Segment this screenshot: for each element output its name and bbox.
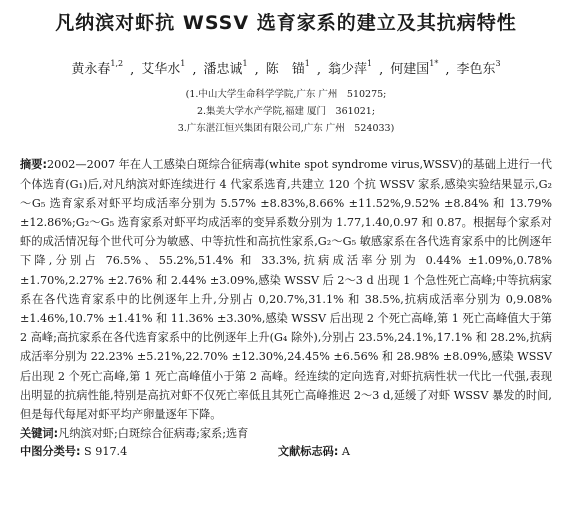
author-name [203,59,248,78]
affiliation-2: 2.集美大学水产学院,福建 厦门 361021; [196,106,376,118]
clc-value: S 917.4 [83,445,128,459]
author-name-text: 陈 锚 [265,62,305,78]
affiliation-3: 3.广东湛江恒兴集团有限公司,广东 广州 524033) [177,123,395,135]
author-name [141,59,186,78]
abstract-label: 摘要: [20,158,47,172]
author-name [456,59,501,78]
abstract [20,155,552,424]
clc [20,443,127,461]
author-name-text: 潘忠诚 [203,62,243,78]
author-affiliation-marker: 1 [180,59,186,68]
affiliation-1: (1.中山大学生命科学学院,广东 广州 510275; [185,89,387,101]
author-name-text: 艾华水 [141,62,181,78]
author-name-text: 何建国 [390,62,430,78]
affiliations [20,86,552,137]
author-list: 黄永春$^{1,2}$ , 艾华水$^1$ , 潘忠诚$^1$ , 陈 锚$^1$ , 翁少萍$^1$ , 何建国$^{1*}$ , 李色东$^3$ [71,59,501,78]
author-name-text: 李色东 [456,62,496,78]
author-affiliation-marker: 1,2 [110,59,124,68]
author-name-text: 翁少萍 [328,62,368,78]
doc-code-label: 文献标志码: [277,445,339,459]
keywords [20,424,552,443]
abstract-text: 2002—2007 年在人工感染白斑综合征病毒(white spot syndrome virus,WSSV)的基础上进行一代个体选育(G₁)后,对凡纳滨对虾连续进行 4 代家系选育,共建立 120 个抗 WSSV 家系,感染实验结果显示,G₂～G₅ 选育家系对虾平均成活率分别为 5.57% ±8.83%,8.66% ±11.52%,9.52% ±8.84% 和 13.79% ±12.86%;G₂～G₅ 选育家系对虾平均成活率的变异系数分别为 1.77,1.40,0.97 和 0.87。根据每个家系对虾的成活情况每个世代可分为敏感、中等抗性和高抗性家系,G₂～G₅ 敏感家系在各代选育家系中的比例逐年下降,分别占 76.5%、55.2%,51.4% 和 33.3%,抗病成活率分别为 0.44% ±1.09%,0.78% ±1.70%,2.27% ±2.76% 和 2.44% ±3.09%,感染 WSSV 后 2～3 d 出现 1 个急性死亡高峰;中等抗病家系在各代选育家系中的比例逐年上升,分别占 0,20.7%,31.1% 和 38.5%,抗病成活率分别为 0,9.08% ±1.46%,10.7% ±1.41% 和 11.36% ±3.30%,感染 WSSV 后出现 2 个死亡高峰,第 1 死亡高峰值大于第 2 高峰;高抗家系在各代选育家系中的比例逐年上升(G₄ 除外),分别占 23.5%,24.1%,17.1% 和 28.2%,抗病成活率分别为 22.23% ±5.21%,22.70% ±12.30%,24.45% ±6.56% 和 28.98% ±8.09%,感染 WSSV 后出现 2 个死亡高峰,第 1 死亡高峰值小于第 2 高峰。经连续的定向选育,对虾抗病性状一代比一代强,表现出明显的抗病性能,特别是高抗对虾不仅死亡率低且其死亡高峰推迟 2～3 d,延缓了对虾 WSSV 暴发的时间,但是每代每尾对虾平均产卵量逐年下降。 [20,158,552,421]
author-affiliation-marker: 1 [367,59,373,68]
clc-label: 中图分类号: [20,445,81,459]
author-name [328,59,373,78]
doc-code-value: A [341,445,350,459]
doc-code [278,443,350,461]
keywords-label: 关键词: [20,427,59,441]
author-affiliation-marker: 1 [242,59,248,68]
author-name-text: 黄永春 [71,62,111,78]
author-name [71,59,124,78]
author-affiliation-marker: 1 [304,59,310,68]
author-name [390,59,439,78]
author-affiliation-marker: 3 [495,59,501,68]
paper-title: 凡纳滨对虾抗 WSSV 选育家系的建立及其抗病特性 [55,12,517,34]
classification-row [20,443,350,461]
keywords-text: 凡纳滨对虾;白斑综合征病毒;家系;选育 [58,427,249,441]
author-affiliation-marker: 1* [429,59,439,68]
author-name [265,59,310,78]
